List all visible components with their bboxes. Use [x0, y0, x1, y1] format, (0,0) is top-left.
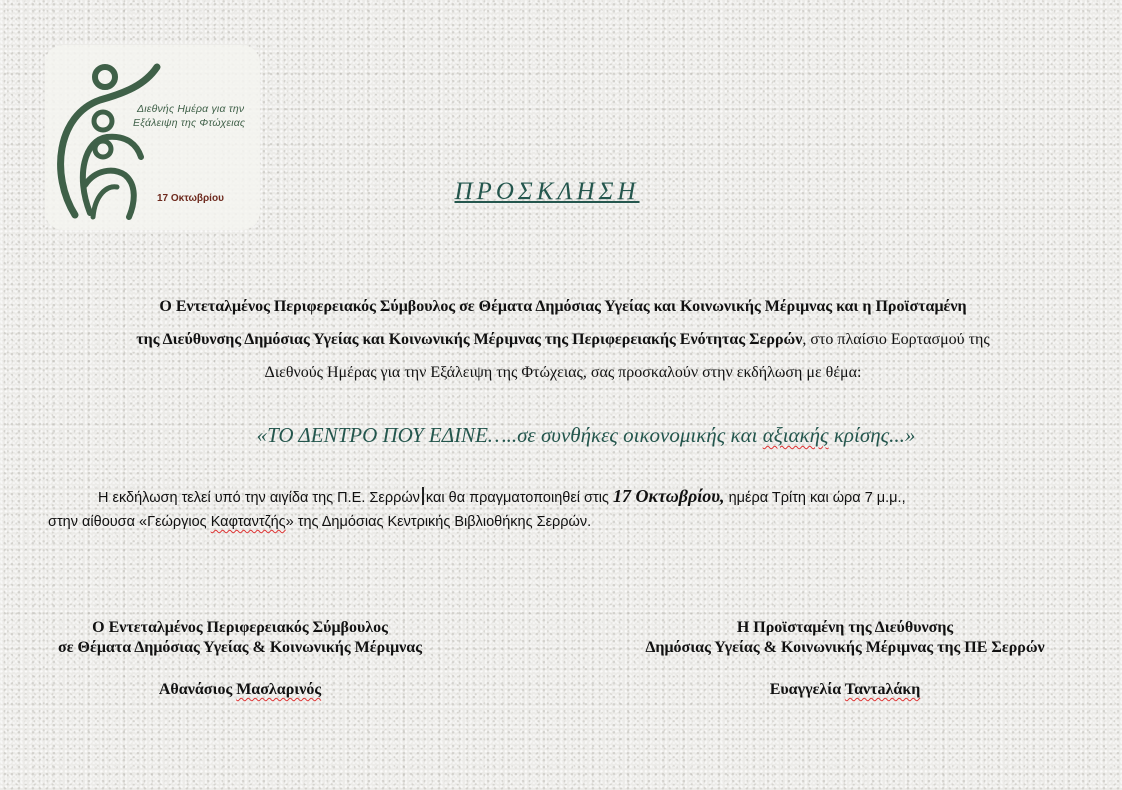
theme-underlined-word: αξιακής [762, 423, 829, 447]
signature-left [40, 618, 440, 700]
details-part3: ημέρα Τρίτη και ώρα 7 μ.μ., [724, 490, 906, 506]
signature-right-last-name: Ταντaλάκη [844, 681, 921, 698]
signature-right-name [610, 680, 1080, 700]
theme-main: ΤΟ ΔΕΝΤΡΟ ΠΟΥ ΕΔΙΝΕ…..σε συνθήκες οικονομικής και [267, 423, 763, 447]
logo-text-line2: Εξάλειψη της Φτώχειας [133, 117, 246, 129]
event-date: 17 Οκτωβρίου, [612, 486, 725, 506]
details-part1: Η εκδήλωση τελεί υπό την αιγίδα της Π.Ε. Σερρών [98, 490, 420, 506]
signature-left-first-name: Αθανάσιος [158, 681, 237, 698]
intro-paragraph [48, 290, 1078, 389]
details-part5: » της Δημόσιας Κεντρικής Βιβλιοθήκης Σερρών. [285, 514, 592, 530]
theme-open-quote: « [256, 423, 268, 447]
signature-right-title-2: Δημόσιας Υγείας & Κοινωνικής Μέριμνας της ΠΕ Σερρών [645, 639, 1045, 656]
event-details [48, 484, 1088, 534]
logo-date: 17 Οκτωβρίου [157, 193, 224, 204]
signature-left-last-name: Μασλαρινός [236, 681, 322, 698]
details-part4: στην αίθουσα «Γεώργιος [48, 514, 211, 530]
theme-rest: κρίσης...» [828, 423, 916, 447]
signature-left-title-2: σε Θέματα Δημόσιας Υγείας & Κοινωνικής Μέριμνας [58, 639, 422, 656]
signature-right [610, 618, 1080, 700]
intro-bold-1: Ο Εντεταλμένος Περιφερειακός Σύμβουλος σε Θέματα Δημόσιας Υγείας και Κοινωνικής Μέριμνας και η Προϊσταμένη [159, 298, 967, 315]
signature-right-title-1: Η Προϊσταμένη της Διεύθυνσης [736, 619, 954, 636]
text-cursor [422, 487, 424, 505]
intro-bold-2: της Διεύθυνσης Δημόσιας Υγείας και Κοινωνικής Μέριμνας της Περιφερειακής Ενότητας Σερρών [136, 331, 803, 348]
invitation-title: ΠΡΟΣΚΛΗΣΗ [454, 178, 640, 205]
signature-left-name [40, 680, 440, 700]
intro-normal-2: Διεθνούς Ημέρας για την Εξάλειψη της Φτώχειας, σας προσκαλούν στην εκδήλωση με θέμα: [264, 364, 862, 381]
logo-text-line1: Διεθνής Ημέρα για την [137, 103, 245, 115]
signature-left-title-1: Ο Εντεταλμένος Περιφερειακός Σύμβουλος [92, 619, 388, 636]
details-spell-word: Καφταντζής [210, 514, 286, 530]
intro-normal-1: , στο πλαίσιο Εορτασμού της [802, 331, 990, 348]
details-part2: και θα πραγματοποιηθεί στις [425, 490, 613, 506]
signature-right-first-name: Ευαγγελία [769, 681, 845, 698]
event-theme [0, 423, 1122, 448]
